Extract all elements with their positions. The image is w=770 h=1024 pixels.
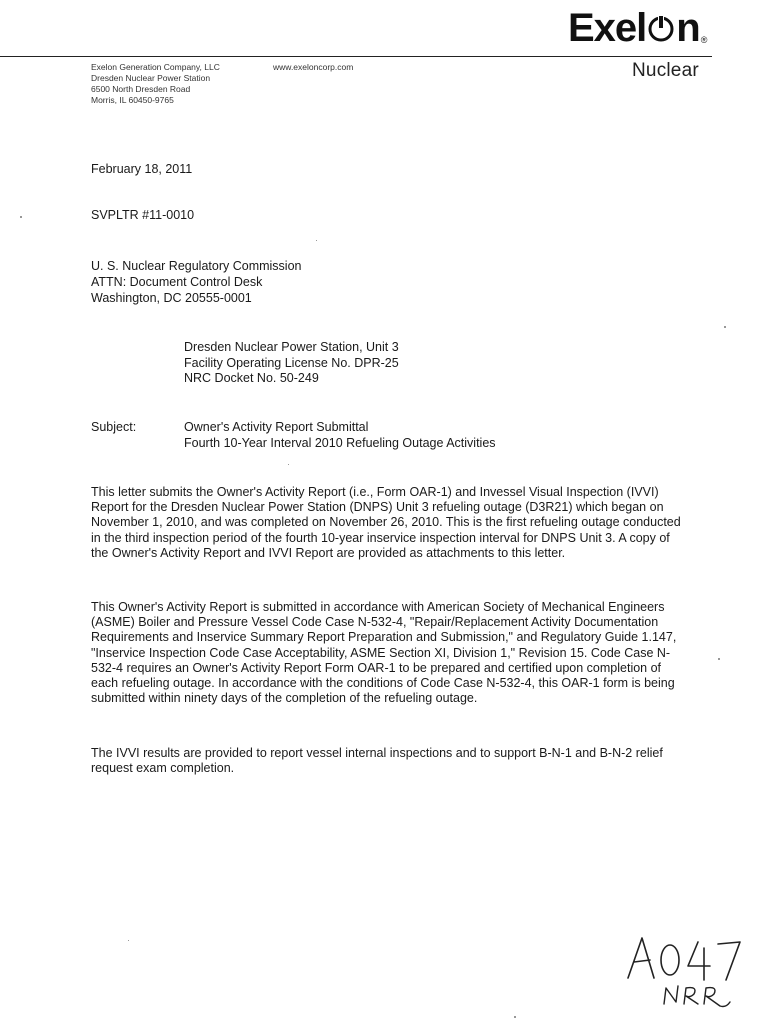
- logo-text-prefix: Exel: [568, 6, 647, 50]
- registered-mark: ®: [700, 35, 707, 45]
- company-line: Dresden Nuclear Power Station: [91, 73, 211, 83]
- scan-speck: [718, 658, 720, 660]
- scan-speck: [514, 1016, 516, 1018]
- body-paragraph: The IVVI results are provided to report vessel internal inspections and to support B-N-1 and B-N-2 relief request exam completion.: [91, 746, 663, 776]
- scan-speck: [20, 216, 22, 218]
- company-line: Exelon Generation Company, LLC: [91, 62, 220, 72]
- company-line: Morris, IL 60450-9765: [91, 95, 174, 105]
- subject-line: Owner's Activity Report Submittal: [184, 420, 369, 434]
- handwritten-annotation: [620, 920, 760, 1010]
- body-paragraph: This Owner's Activity Report is submitted in accordance with American Society of Mechanical Engineers (ASME) Boiler and Pressure Vessel Code Case N-532-4, "Repair/Replacement Activity Documentation Requirements and Inservice Summary Report Preparation and Submission," and Regulatory Guide 1.147, "Inservice Inspection Code Case Acceptability, ASME Section XI, Division 1," Revision 15. Code Case N-532-4 requires an Owner's Activity Report Form OAR-1 to be prepared and certified upon completion of each refueling outage. In accordance with the conditions of Code Case N-532-4, this OAR-1 form is being submitted within ninety days of the completion of the refueling outage.: [91, 600, 677, 706]
- letter-date: February 18, 2011: [91, 162, 193, 176]
- company-website: www.exeloncorp.com: [273, 62, 354, 72]
- company-address: [91, 62, 220, 106]
- logo-text-suffix: n: [676, 6, 700, 50]
- scan-speck: [724, 326, 726, 328]
- scan-speck: [316, 240, 317, 241]
- scan-speck: [288, 464, 289, 465]
- exelon-logo: [568, 8, 706, 48]
- letter-reference: SVPLTR #11-0010: [91, 208, 195, 222]
- recipient-line: U. S. Nuclear Regulatory Commission: [91, 259, 302, 273]
- body-paragraph: This letter submits the Owner's Activity Report (i.e., Form OAR-1) and Invessel Visual Inspection (IVVI) Report for the Dresden Nuclear Power Station (DNPS) Unit 3 refueling outage (D3R21) which began on November 1, 2010, and was completed on November 26, 2010. This is the first refueling outage conducted in the third inspection period of the fourth 10-year inservice inspection interval for DNPS Unit 3. A copy of the Owner's Activity Report and IVVI Report are provided as attachments to this letter.: [91, 485, 681, 560]
- recipient-line: Washington, DC 20555-0001: [91, 291, 252, 305]
- recipient-address: [91, 258, 302, 306]
- scan-speck: [128, 940, 129, 941]
- power-symbol-icon: [646, 13, 676, 43]
- letterhead-rule: [0, 56, 712, 57]
- subject-label: Subject:: [91, 420, 137, 434]
- facility-block: [184, 340, 399, 387]
- subject-line: Fourth 10-Year Interval 2010 Refueling Outage Activities: [184, 435, 496, 450]
- facility-line: NRC Docket No. 50-249: [184, 371, 319, 385]
- recipient-line: ATTN: Document Control Desk: [91, 275, 263, 289]
- subject-block: [184, 420, 496, 451]
- facility-line: Dresden Nuclear Power Station, Unit 3: [184, 340, 399, 354]
- company-line: 6500 North Dresden Road: [91, 84, 191, 94]
- facility-line: Facility Operating License No. DPR-25: [184, 355, 399, 370]
- division-name: Nuclear: [632, 60, 699, 81]
